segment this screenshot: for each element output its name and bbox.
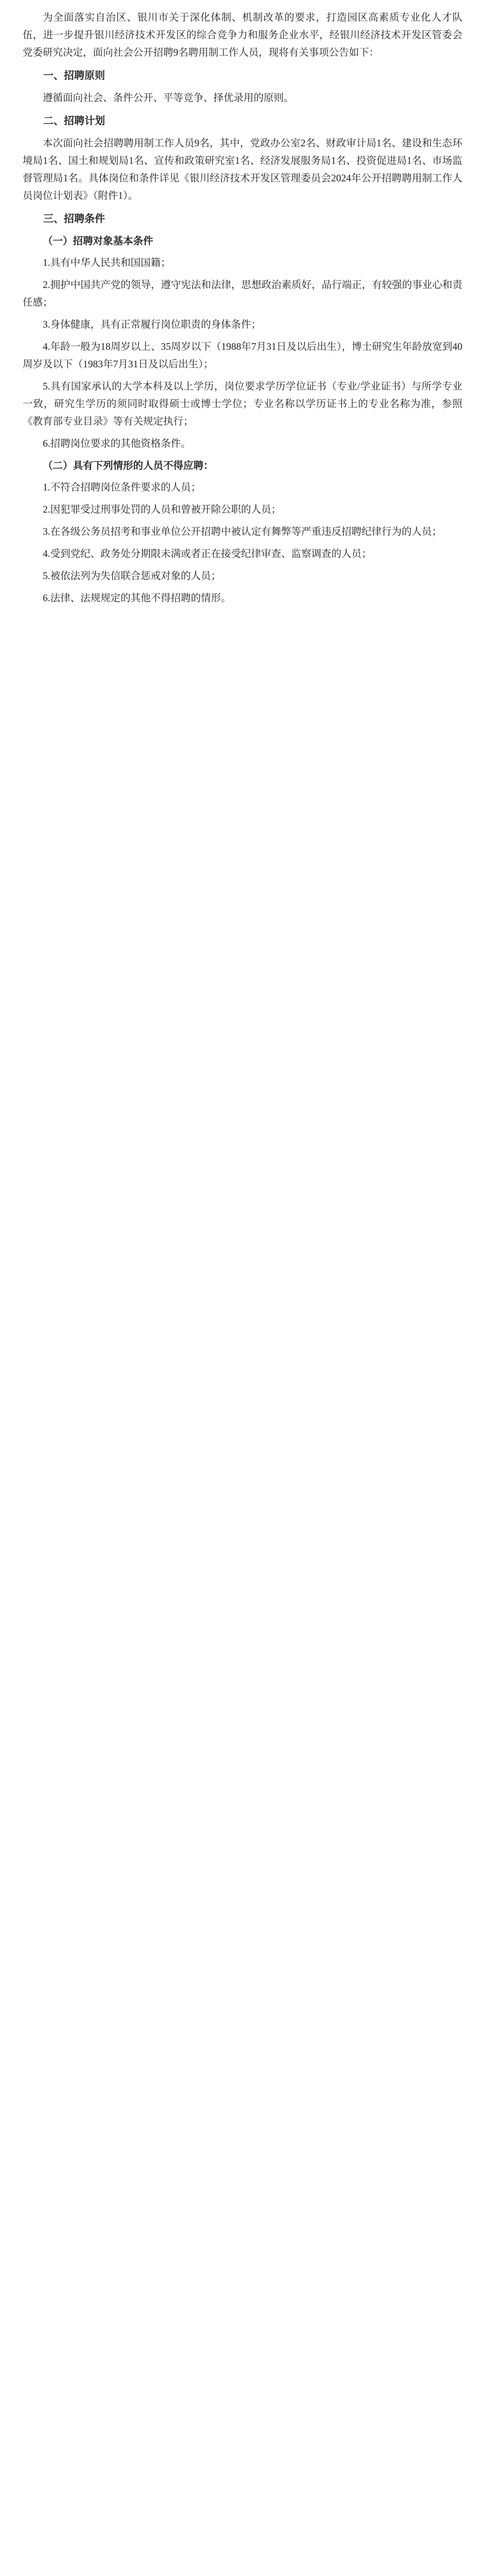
section-principle xyxy=(23,67,462,107)
section-heading: 一、招聘原则 xyxy=(43,70,105,81)
exclusion-item: 5.被依法列为失信联合惩戒对象的人员； xyxy=(43,571,221,582)
condition-item: 5.具有国家承认的大学本科及以上学历，岗位要求学历学位证书（专业/学业证书）与所学专业一致，研究生学历的须同时取得硕士或博士学位；专业名称以学历证书上的专业名称为准，参照《教育部专业目录》等有关规定执行； xyxy=(23,381,462,427)
condition-item: 2.拥护中国共产党的领导，遵守宪法和法律，思想政治素质好，品行端正，有较强的事业心和责任感； xyxy=(23,280,462,308)
exclusion-item: 1.不符合招聘岗位条件要求的人员； xyxy=(43,482,201,493)
condition-item: 3.身体健康，具有正常履行岗位职责的身体条件； xyxy=(43,319,262,330)
section-conditions xyxy=(23,210,462,453)
exclusion-item: 4.受到党纪、政务处分期限未满或者正在接受纪律审查、监察调查的人员； xyxy=(43,549,372,560)
section-plan xyxy=(23,112,462,205)
exclusion-item: 6.法律、法规规定的其他不得招聘的情形。 xyxy=(43,593,231,604)
section-paragraph: 本次面向社会招聘聘用制工作人员9名，其中，党政办公室2名、财政审计局1名、建设和生态环境局1名、国土和规划局1名、宣传和政策研究室1名、经济发展服务局1名、投资促进局1名、市场监督管理局1名。具体岗位和条件详见《银川经济技术开发区管理委员会2024年公开招聘聘用制工作人员岗位计划表》（附件1）。 xyxy=(23,138,462,201)
section-subheading: （二）具有下列情形的人员不得应聘： xyxy=(43,461,214,471)
intro-paragraph: 为全面落实自治区、银川市关于深化体制、机制改革的要求，打造园区高素质专业化人才队伍，进一步提升银川经济技术开发区的综合竞争力和服务企业水平，经银川经济技术开发区管委会党委研究决定，面向社会公开招聘9名聘用制工作人员，现将有关事项公告如下： xyxy=(23,12,462,58)
exclusion-item: 2.因犯罪受过刑事处罚的人员和曾被开除公职的人员； xyxy=(43,504,282,515)
section-heading: 三、招聘条件 xyxy=(43,213,105,225)
section-heading: 二、招聘计划 xyxy=(43,115,105,127)
condition-item: 6.招聘岗位要求的其他资格条件。 xyxy=(43,438,191,449)
condition-item: 4.年龄一般为18周岁以上、35周岁以下（1988年7月31日及以后出生），博士研究生年龄放宽到40周岁及以下（1983年7月31日及以后出生）； xyxy=(23,342,462,370)
section-paragraph: 遵循面向社会、条件公开、平等竞争、择优录用的原则。 xyxy=(43,93,294,104)
exclusion-item: 3.在各级公务员招考和事业单位公开招聘中被认定有舞弊等严重违反招聘纪律行为的人员； xyxy=(43,527,442,537)
section-exclusions xyxy=(23,457,462,607)
section-subheading: （一）招聘对象基本条件 xyxy=(43,236,153,247)
condition-item: 1.具有中华人民共和国国籍； xyxy=(43,258,171,268)
